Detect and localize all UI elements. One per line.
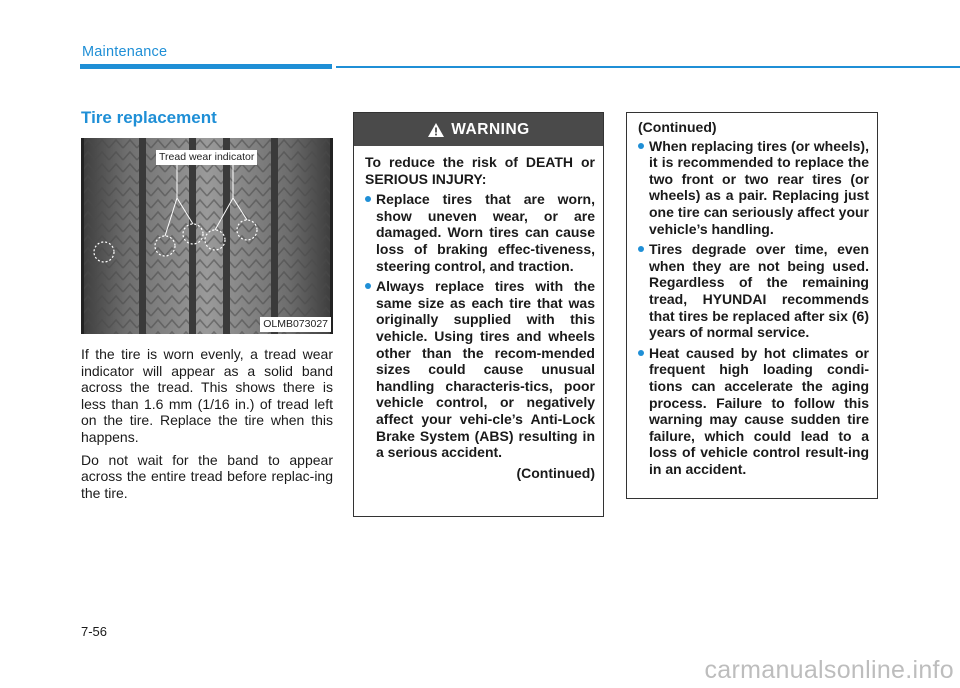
figure-code: OLMB073027 <box>260 317 331 332</box>
section-title: Tire replacement <box>81 108 217 127</box>
figure-callout-label: Tread wear indicator <box>156 150 257 165</box>
warning-continuation-box <box>626 112 878 499</box>
warning-body <box>354 146 603 481</box>
warning-header <box>354 113 603 146</box>
continuation-bullet: When replacing tires (or wheels), it is recommended to replace the two front or two rear tires (or wheels) as a pair. Replacing just one tire can seriously affect your vehicle’s handling. <box>638 138 869 238</box>
section-header: Maintenance <box>82 44 168 60</box>
warning-bullet: Always replace tires with the same size as each tire that was originally supplied with this vehicle. Using tires and wheels other than the recom-mended sizes could cause unusual handling characteris-tics, poor vehicle control, or negatively affect your vehi-cle’s Anti-Lock Brake System (ABS) resulting in a serious accident. <box>365 278 595 461</box>
body-text <box>81 346 333 507</box>
warning-continued: (Continued) <box>516 464 595 481</box>
warning-box <box>353 112 604 517</box>
warning-triangle-icon <box>427 122 445 138</box>
page-number: 7-56 <box>81 624 108 639</box>
continuation-bullet: Heat caused by hot climates or frequent high loading condi-tions can accelerate the aging process. Failure to follow this warning may cause sudden tire failure, which could lead to a loss of vehicle control result-ing in an accident. <box>638 345 869 478</box>
continuation-bullet: Tires degrade over time, even when they are not being used. Regardless of the remaining tread, HYUNDAI recommends that tires be replaced after six (6) years of normal service. <box>638 241 869 341</box>
header-rule-thick <box>80 64 332 69</box>
warning-intro: To reduce the risk of DEATH or SERIOUS INJURY: <box>365 154 595 187</box>
body-paragraph-1: If the tire is worn evenly, a tread wear indicator will appear as a solid band across the tread. This shows there is less than 1.6 mm (1/16 in.) of tread left on the tire. Replace the tire when this happens. <box>81 346 333 445</box>
continuation-heading: (Continued) <box>638 119 717 135</box>
warning-bullet: Replace tires that are worn, show uneven wear, or are damaged. Worn tires can cause loss of braking effec-tiveness, steering control, and traction. <box>365 191 595 274</box>
tire-tread-figure <box>81 138 333 334</box>
body-paragraph-2: Do not wait for the band to appear across the entire tread before replac-ing the tire. <box>81 451 333 501</box>
tire-tread-image <box>81 138 333 334</box>
warning-heading: WARNING <box>451 120 530 138</box>
header-rule-thin <box>336 66 960 68</box>
watermark: carmanualsonline.info <box>704 656 954 684</box>
